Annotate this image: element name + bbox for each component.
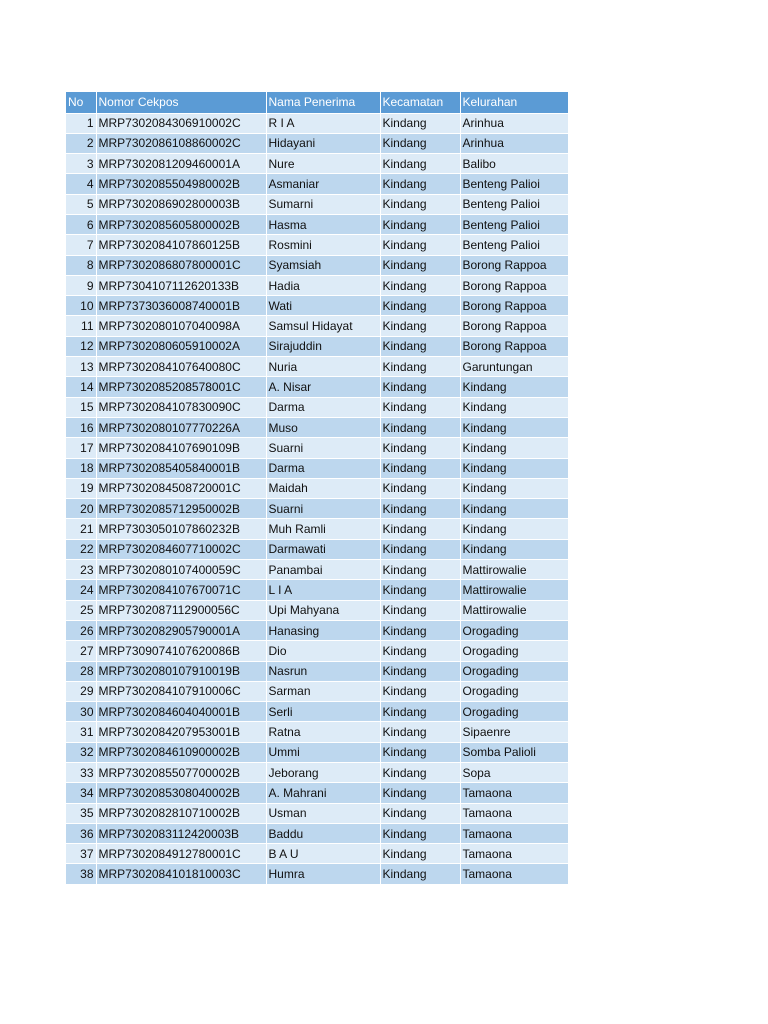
cell-no: 30 [66, 702, 96, 722]
cell-no: 10 [66, 296, 96, 316]
cell-kelurahan: Orogading [460, 661, 568, 681]
cell-kelurahan: Benteng Palioi [460, 214, 568, 234]
cell-nomor-cekpos: MRP7302083112420003B [96, 823, 266, 843]
cell-kecamatan: Kindang [380, 499, 460, 519]
header-kelurahan: Kelurahan [460, 92, 568, 113]
cell-no: 11 [66, 316, 96, 336]
cell-no: 7 [66, 235, 96, 255]
cell-nama-penerima: Nasrun [266, 661, 380, 681]
cell-kelurahan: Kindang [460, 478, 568, 498]
cell-kecamatan: Kindang [380, 438, 460, 458]
table-row [66, 763, 568, 783]
cell-nomor-cekpos: MRP7302085308040002B [96, 783, 266, 803]
cell-kelurahan: Kindang [460, 539, 568, 559]
cell-no: 21 [66, 519, 96, 539]
cell-kelurahan: Kindang [460, 397, 568, 417]
cell-kecamatan: Kindang [380, 478, 460, 498]
cell-nomor-cekpos: MRP7302085208578001C [96, 377, 266, 397]
table-row [66, 296, 568, 316]
cell-no: 26 [66, 620, 96, 640]
cell-nama-penerima: Maidah [266, 478, 380, 498]
table-row [66, 844, 568, 864]
cell-nama-penerima: Sirajuddin [266, 336, 380, 356]
cell-nomor-cekpos: MRP7302080107040098A [96, 316, 266, 336]
cell-nama-penerima: Asmaniar [266, 174, 380, 194]
cell-no: 22 [66, 539, 96, 559]
header-nomor-cekpos: Nomor Cekpos [96, 92, 266, 113]
cell-no: 6 [66, 214, 96, 234]
cell-no: 20 [66, 499, 96, 519]
table-row [66, 417, 568, 437]
cell-kelurahan: Borong Rappoa [460, 275, 568, 295]
cell-nama-penerima: Nure [266, 154, 380, 174]
table-row [66, 722, 568, 742]
cell-nama-penerima: A. Mahrani [266, 783, 380, 803]
table-row [66, 600, 568, 620]
cell-nomor-cekpos: MRP7302081209460001A [96, 154, 266, 174]
header-kecamatan: Kecamatan [380, 92, 460, 113]
table-row [66, 560, 568, 580]
table-row [66, 539, 568, 559]
cell-no: 17 [66, 438, 96, 458]
cell-no: 16 [66, 417, 96, 437]
cell-kelurahan: Mattirowalie [460, 580, 568, 600]
cell-nama-penerima: Wati [266, 296, 380, 316]
table-row [66, 397, 568, 417]
table-row [66, 783, 568, 803]
cell-nama-penerima: Dio [266, 641, 380, 661]
table-row [66, 478, 568, 498]
cell-nomor-cekpos: MRP7302085605800002B [96, 214, 266, 234]
cell-kelurahan: Balibo [460, 154, 568, 174]
cell-nomor-cekpos: MRP7302084107830090C [96, 397, 266, 417]
cell-kecamatan: Kindang [380, 174, 460, 194]
cell-nama-penerima: Darma [266, 397, 380, 417]
cell-nomor-cekpos: MRP7302080605910002A [96, 336, 266, 356]
cell-kelurahan: Benteng Palioi [460, 174, 568, 194]
cell-no: 34 [66, 783, 96, 803]
cell-kelurahan: Tamaona [460, 783, 568, 803]
cell-kelurahan: Orogading [460, 681, 568, 701]
cell-kecamatan: Kindang [380, 194, 460, 214]
cell-kecamatan: Kindang [380, 397, 460, 417]
cell-nomor-cekpos: MRP7302084508720001C [96, 478, 266, 498]
cell-nama-penerima: Ummi [266, 742, 380, 762]
cell-kecamatan: Kindang [380, 458, 460, 478]
cell-no: 32 [66, 742, 96, 762]
cell-kecamatan: Kindang [380, 417, 460, 437]
cell-nama-penerima: Serli [266, 702, 380, 722]
cell-nama-penerima: Humra [266, 864, 380, 884]
cell-nomor-cekpos: MRP7302086902800003B [96, 194, 266, 214]
cell-no: 14 [66, 377, 96, 397]
table-row [66, 235, 568, 255]
cell-nomor-cekpos: MRP7302086807800001C [96, 255, 266, 275]
cell-nomor-cekpos: MRP7302084107640080C [96, 357, 266, 377]
cell-nama-penerima: Nuria [266, 357, 380, 377]
cell-kecamatan: Kindang [380, 336, 460, 356]
cell-kecamatan: Kindang [380, 296, 460, 316]
header-nama-penerima: Nama Penerima [266, 92, 380, 113]
cell-kelurahan: Arinhua [460, 113, 568, 133]
table-row [66, 681, 568, 701]
cell-kecamatan: Kindang [380, 357, 460, 377]
cell-kelurahan: Orogading [460, 702, 568, 722]
cell-nomor-cekpos: MRP7302084101810003C [96, 864, 266, 884]
cell-kelurahan: Kindang [460, 499, 568, 519]
cell-nomor-cekpos: MRP7302080107910019B [96, 661, 266, 681]
table-row [66, 133, 568, 153]
cell-nomor-cekpos: MRP7302082905790001A [96, 620, 266, 640]
cell-nama-penerima: Samsul Hidayat [266, 316, 380, 336]
table-row [66, 519, 568, 539]
cell-kecamatan: Kindang [380, 681, 460, 701]
cell-kelurahan: Kindang [460, 438, 568, 458]
cell-kelurahan: Kindang [460, 417, 568, 437]
cell-kelurahan: Sopa [460, 763, 568, 783]
cell-nomor-cekpos: MRP7302085405840001B [96, 458, 266, 478]
cell-nomor-cekpos: MRP7373036008740001B [96, 296, 266, 316]
cell-kelurahan: Orogading [460, 641, 568, 661]
table-row [66, 580, 568, 600]
cell-kecamatan: Kindang [380, 600, 460, 620]
table-row [66, 803, 568, 823]
cell-nomor-cekpos: MRP7302084107910006C [96, 681, 266, 701]
table-body [66, 113, 568, 884]
cell-kecamatan: Kindang [380, 864, 460, 884]
cell-kecamatan: Kindang [380, 580, 460, 600]
cell-kelurahan: Borong Rappoa [460, 316, 568, 336]
cell-kecamatan: Kindang [380, 742, 460, 762]
table-row [66, 113, 568, 133]
cell-no: 13 [66, 357, 96, 377]
table-row [66, 154, 568, 174]
cell-kelurahan: Mattirowalie [460, 600, 568, 620]
cell-nama-penerima: Suarni [266, 499, 380, 519]
table-row [66, 620, 568, 640]
cell-kecamatan: Kindang [380, 377, 460, 397]
cell-kecamatan: Kindang [380, 620, 460, 640]
cell-no: 38 [66, 864, 96, 884]
cell-kelurahan: Kindang [460, 519, 568, 539]
cell-kecamatan: Kindang [380, 154, 460, 174]
cell-nama-penerima: Hadia [266, 275, 380, 295]
cell-nama-penerima: Rosmini [266, 235, 380, 255]
cell-nama-penerima: Ratna [266, 722, 380, 742]
table-row [66, 316, 568, 336]
table-row [66, 864, 568, 884]
cell-no: 33 [66, 763, 96, 783]
cell-no: 2 [66, 133, 96, 153]
cell-kelurahan: Kindang [460, 377, 568, 397]
cell-nomor-cekpos: MRP7302084107860125B [96, 235, 266, 255]
cell-nomor-cekpos: MRP7302084306910002C [96, 113, 266, 133]
cell-no: 5 [66, 194, 96, 214]
cell-no: 24 [66, 580, 96, 600]
cell-kecamatan: Kindang [380, 113, 460, 133]
cell-kelurahan: Tamaona [460, 864, 568, 884]
cell-nama-penerima: Hasma [266, 214, 380, 234]
cell-kecamatan: Kindang [380, 803, 460, 823]
cell-nama-penerima: Sarman [266, 681, 380, 701]
cell-nomor-cekpos: MRP7302085504980002B [96, 174, 266, 194]
table-row [66, 194, 568, 214]
cell-no: 8 [66, 255, 96, 275]
cell-nama-penerima: Baddu [266, 823, 380, 843]
cell-nama-penerima: R I A [266, 113, 380, 133]
table-row [66, 823, 568, 843]
cell-kelurahan: Benteng Palioi [460, 235, 568, 255]
cell-nomor-cekpos: MRP7302085712950002B [96, 499, 266, 519]
cell-kecamatan: Kindang [380, 539, 460, 559]
cell-nomor-cekpos: MRP7302086108860002C [96, 133, 266, 153]
cell-no: 35 [66, 803, 96, 823]
cell-nomor-cekpos: MRP7302084107670071C [96, 580, 266, 600]
cell-no: 15 [66, 397, 96, 417]
table-row [66, 336, 568, 356]
cell-nama-penerima: Hanasing [266, 620, 380, 640]
cell-nama-penerima: Darma [266, 458, 380, 478]
cell-nama-penerima: L I A [266, 580, 380, 600]
cell-kelurahan: Borong Rappoa [460, 255, 568, 275]
cell-nama-penerima: Muso [266, 417, 380, 437]
cell-no: 19 [66, 478, 96, 498]
cell-kelurahan: Mattirowalie [460, 560, 568, 580]
cell-no: 25 [66, 600, 96, 620]
cell-nomor-cekpos: MRP7302084604040001B [96, 702, 266, 722]
cell-kecamatan: Kindang [380, 722, 460, 742]
cell-kelurahan: Benteng Palioi [460, 194, 568, 214]
cell-kecamatan: Kindang [380, 763, 460, 783]
recipient-table [66, 92, 569, 885]
cell-nomor-cekpos: MRP7303050107860232B [96, 519, 266, 539]
table-row [66, 275, 568, 295]
table-row [66, 214, 568, 234]
table-row [66, 661, 568, 681]
cell-kelurahan: Garuntungan [460, 357, 568, 377]
cell-kelurahan: Tamaona [460, 823, 568, 843]
cell-no: 4 [66, 174, 96, 194]
cell-kecamatan: Kindang [380, 783, 460, 803]
cell-nama-penerima: Syamsiah [266, 255, 380, 275]
cell-kecamatan: Kindang [380, 316, 460, 336]
cell-nomor-cekpos: MRP7302080107400059C [96, 560, 266, 580]
cell-nama-penerima: B A U [266, 844, 380, 864]
cell-no: 36 [66, 823, 96, 843]
cell-no: 12 [66, 336, 96, 356]
cell-nama-penerima: Hidayani [266, 133, 380, 153]
cell-nama-penerima: Upi Mahyana [266, 600, 380, 620]
cell-nomor-cekpos: MRP7302080107770226A [96, 417, 266, 437]
cell-nomor-cekpos: MRP7304107112620133B [96, 275, 266, 295]
cell-kecamatan: Kindang [380, 235, 460, 255]
cell-kelurahan: Borong Rappoa [460, 296, 568, 316]
cell-kelurahan: Arinhua [460, 133, 568, 153]
cell-nomor-cekpos: MRP7302085507700002B [96, 763, 266, 783]
cell-nama-penerima: Suarni [266, 438, 380, 458]
cell-kecamatan: Kindang [380, 702, 460, 722]
cell-no: 29 [66, 681, 96, 701]
cell-nomor-cekpos: MRP7302084607710002C [96, 539, 266, 559]
cell-nama-penerima: Usman [266, 803, 380, 823]
cell-kelurahan: Somba Palioli [460, 742, 568, 762]
header-no: No [66, 92, 96, 113]
cell-kecamatan: Kindang [380, 560, 460, 580]
cell-kecamatan: Kindang [380, 661, 460, 681]
cell-no: 31 [66, 722, 96, 742]
table-row [66, 641, 568, 661]
cell-no: 18 [66, 458, 96, 478]
table-row [66, 174, 568, 194]
cell-no: 23 [66, 560, 96, 580]
cell-nama-penerima: A. Nisar [266, 377, 380, 397]
cell-no: 28 [66, 661, 96, 681]
cell-kecamatan: Kindang [380, 275, 460, 295]
cell-no: 9 [66, 275, 96, 295]
cell-kelurahan: Kindang [460, 458, 568, 478]
cell-no: 37 [66, 844, 96, 864]
table-row [66, 702, 568, 722]
cell-kecamatan: Kindang [380, 255, 460, 275]
cell-nomor-cekpos: MRP7302084107690109B [96, 438, 266, 458]
cell-no: 3 [66, 154, 96, 174]
table-row [66, 742, 568, 762]
cell-nama-penerima: Muh Ramli [266, 519, 380, 539]
cell-kelurahan: Orogading [460, 620, 568, 640]
cell-nomor-cekpos: MRP7302084207953001B [96, 722, 266, 742]
cell-nama-penerima: Jeborang [266, 763, 380, 783]
cell-nomor-cekpos: MRP7302084912780001C [96, 844, 266, 864]
cell-kecamatan: Kindang [380, 844, 460, 864]
cell-kecamatan: Kindang [380, 823, 460, 843]
table-row [66, 357, 568, 377]
cell-kecamatan: Kindang [380, 214, 460, 234]
table-row [66, 499, 568, 519]
table-row [66, 255, 568, 275]
cell-nomor-cekpos: MRP7302087112900056C [96, 600, 266, 620]
cell-nomor-cekpos: MRP7309074107620086B [96, 641, 266, 661]
cell-no: 1 [66, 113, 96, 133]
cell-no: 27 [66, 641, 96, 661]
cell-nomor-cekpos: MRP7302084610900002B [96, 742, 266, 762]
cell-kecamatan: Kindang [380, 519, 460, 539]
cell-kelurahan: Sipaenre [460, 722, 568, 742]
cell-kelurahan: Tamaona [460, 803, 568, 823]
cell-kelurahan: Borong Rappoa [460, 336, 568, 356]
table-row [66, 377, 568, 397]
table-row [66, 438, 568, 458]
cell-nama-penerima: Darmawati [266, 539, 380, 559]
cell-nama-penerima: Panambai [266, 560, 380, 580]
cell-nama-penerima: Sumarni [266, 194, 380, 214]
header-row [66, 92, 568, 113]
cell-kelurahan: Tamaona [460, 844, 568, 864]
cell-nomor-cekpos: MRP7302082810710002B [96, 803, 266, 823]
cell-kecamatan: Kindang [380, 133, 460, 153]
table-row [66, 458, 568, 478]
cell-kecamatan: Kindang [380, 641, 460, 661]
